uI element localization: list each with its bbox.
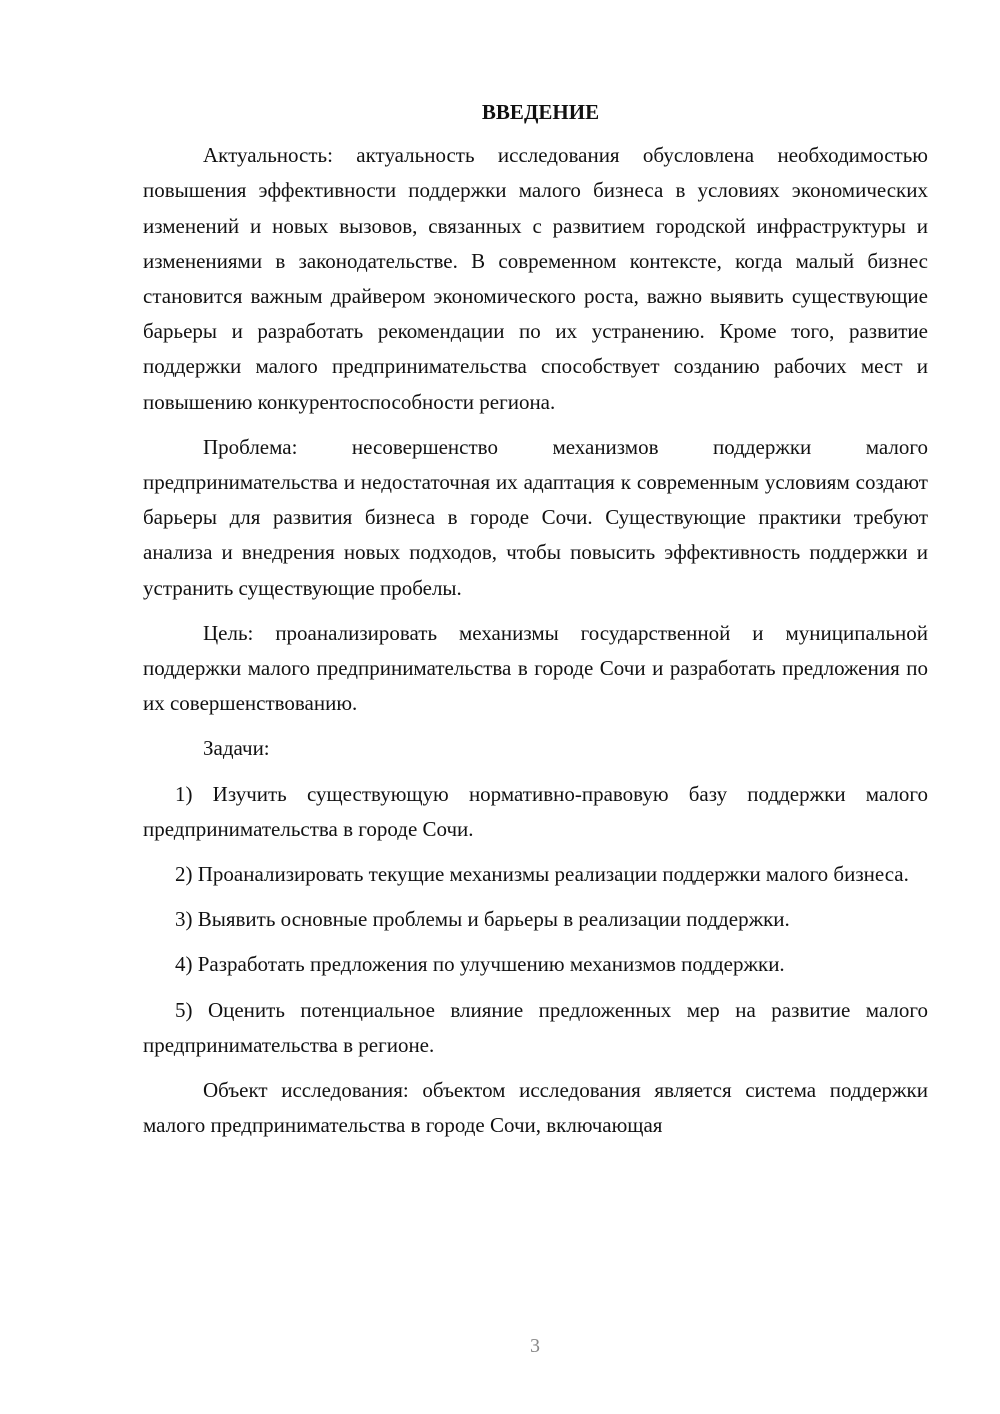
paragraph-goal: Цель: проанализировать механизмы государственной и муниципальной поддержки малого предпринимательства в городе Сочи и разработать предложения по их совершенствованию.	[143, 620, 928, 716]
section-title: ВВЕДЕНИЕ	[481, 100, 600, 124]
task-item-1: 1) Изучить существующую нормативно-правовую базу поддержки малого предпринимательства в городе Сочи.	[143, 781, 928, 841]
tasks-heading: Задачи:	[203, 736, 270, 761]
task-item-2: 2) Проанализировать текущие механизмы реализации поддержки малого бизнеса.	[175, 862, 909, 887]
task-item-5: 5) Оценить потенциальное влияние предложенных мер на развитие малого предпринимательства в регионе.	[143, 997, 928, 1057]
paragraph-relevance: Актуальность: актуальность исследования обусловлена необходимостью повышения эффективности поддержки малого бизнеса в условиях экономических изменений и новых вызовов, связанных с развитием городской инфраструктуры и изменениями в законодательстве. В современном контексте, когда малый бизнес становится важным драйвером экономического роста, важно выявить существующие барьеры и разработать рекомендации по их устранению. Кроме того, развитие поддержки малого предпринимательства способствует созданию рабочих мест и повышению конкурентоспособности региона.	[143, 143, 928, 414]
paragraph-problem: Проблема: несовершенство механизмов поддержки малого предпринимательства и недостаточная их адаптация к современным условиям создают барьеры для развития бизнеса в городе Сочи. Существующие практики требуют анализа и внедрения новых подходов, чтобы повысить эффективность поддержки и устранить существующие пробелы.	[143, 434, 928, 600]
page-number: 3	[530, 1335, 540, 1357]
task-item-4: 4) Разработать предложения по улучшению механизмов поддержки.	[175, 952, 785, 977]
document-body	[143, 95, 928, 1143]
paragraph-object: Объект исследования: объектом исследования является система поддержки малого предпринимательства в городе Сочи, включающая	[143, 1078, 928, 1138]
task-item-3: 3) Выявить основные проблемы и барьеры в реализации поддержки.	[175, 907, 790, 932]
